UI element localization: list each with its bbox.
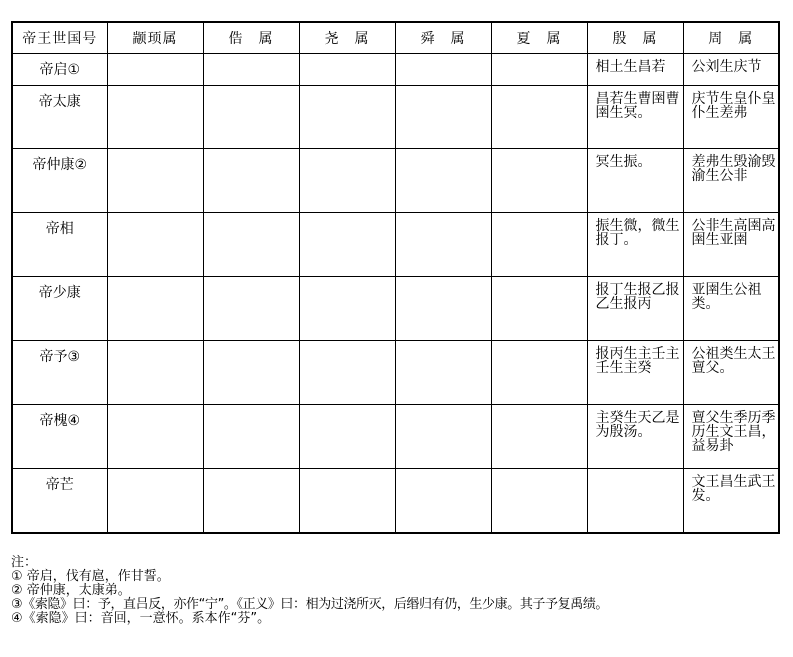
notes-title: 注：	[11, 555, 38, 570]
table-row	[12, 213, 779, 277]
empty-cell	[107, 405, 203, 469]
zhou-cell: 公刘生庆节	[683, 54, 779, 86]
notes-section	[11, 556, 793, 626]
empty-cell	[395, 54, 491, 86]
empty-cell	[107, 149, 203, 213]
table-row	[12, 341, 779, 405]
yin-cell: 振生微，微生报丁。	[587, 213, 683, 277]
header-cell: 殷 属	[587, 22, 683, 54]
empty-cell	[203, 213, 299, 277]
note-item: ② 帝仲康，太康弟。	[11, 583, 131, 598]
zhou-cell: 公非生高圉高圉生亚圉	[683, 213, 779, 277]
empty-cell	[491, 213, 587, 277]
zhou-cell: 庆节生皇仆皇仆生差弗	[683, 86, 779, 149]
yin-cell: 报丙生主壬主壬生主癸	[587, 341, 683, 405]
empty-cell	[203, 86, 299, 149]
empty-cell	[203, 405, 299, 469]
empty-cell	[107, 86, 203, 149]
zhou-cell: 亚圉生公祖类。	[683, 277, 779, 341]
header-cell: 颛顼属	[107, 22, 203, 54]
note-item: ④《索隐》曰：音回，一意怀。系本作“芬”。	[11, 611, 271, 626]
ruler-cell: 帝芒	[12, 469, 107, 533]
empty-cell	[491, 86, 587, 149]
empty-cell	[299, 213, 395, 277]
ruler-cell: 帝启①	[12, 54, 107, 86]
header-row	[12, 22, 779, 54]
empty-cell	[491, 54, 587, 86]
zhou-cell: 差弗生毁渝毁渝生公非	[683, 149, 779, 213]
yin-cell: 昌若生曹圉曹圉生冥。	[587, 86, 683, 149]
empty-cell	[107, 54, 203, 86]
empty-cell	[299, 469, 395, 533]
header-cell: 舜 属	[395, 22, 491, 54]
empty-cell	[107, 469, 203, 533]
table-row	[12, 54, 779, 86]
empty-cell	[203, 341, 299, 405]
empty-cell	[203, 277, 299, 341]
empty-cell	[395, 277, 491, 341]
table-row	[12, 149, 779, 213]
empty-cell	[299, 149, 395, 213]
header-cell: 帝王世国号	[12, 22, 107, 54]
empty-cell	[491, 277, 587, 341]
zhou-cell: 文王昌生武王发。	[683, 469, 779, 533]
empty-cell	[395, 405, 491, 469]
table-row	[12, 405, 779, 469]
yin-cell: 报丁生报乙报乙生报丙	[587, 277, 683, 341]
empty-cell	[299, 405, 395, 469]
empty-cell	[203, 54, 299, 86]
empty-cell	[299, 277, 395, 341]
ruler-cell: 帝仲康②	[12, 149, 107, 213]
header-cell: 尧 属	[299, 22, 395, 54]
genealogy-table	[11, 21, 780, 534]
empty-cell	[395, 341, 491, 405]
empty-cell	[395, 149, 491, 213]
table-row	[12, 277, 779, 341]
empty-cell	[299, 341, 395, 405]
empty-cell	[299, 86, 395, 149]
ruler-cell: 帝槐④	[12, 405, 107, 469]
note-item: ① 帝启，伐有扈，作甘誓。	[11, 569, 170, 584]
header-cell: 夏 属	[491, 22, 587, 54]
yin-cell: 相土生昌若	[587, 54, 683, 86]
empty-cell	[491, 149, 587, 213]
table-row	[12, 469, 779, 533]
yin-cell: 主癸生天乙是为殷汤。	[587, 405, 683, 469]
note-item: ③《索隐》曰：予，直吕反，亦作“宁”。《正义》曰：相为过浇所灭，后缗归有仍，生少康。其子予复禹绩。	[11, 597, 609, 612]
yin-cell	[587, 469, 683, 533]
empty-cell	[395, 469, 491, 533]
empty-cell	[107, 341, 203, 405]
header-cell: 周 属	[683, 22, 779, 54]
yin-cell: 冥生振。	[587, 149, 683, 213]
ruler-cell: 帝予③	[12, 341, 107, 405]
header-cell: 俈 属	[203, 22, 299, 54]
empty-cell	[107, 213, 203, 277]
empty-cell	[203, 149, 299, 213]
empty-cell	[395, 213, 491, 277]
empty-cell	[395, 86, 491, 149]
empty-cell	[107, 277, 203, 341]
ruler-cell: 帝太康	[12, 86, 107, 149]
zhou-cell: 公祖类生太王亶父。	[683, 341, 779, 405]
ruler-cell: 帝少康	[12, 277, 107, 341]
empty-cell	[491, 405, 587, 469]
zhou-cell: 亶父生季历季历生文王昌，益易卦	[683, 405, 779, 469]
empty-cell	[491, 469, 587, 533]
ruler-cell: 帝相	[12, 213, 107, 277]
empty-cell	[299, 54, 395, 86]
empty-cell	[203, 469, 299, 533]
table-row	[12, 86, 779, 149]
empty-cell	[491, 341, 587, 405]
